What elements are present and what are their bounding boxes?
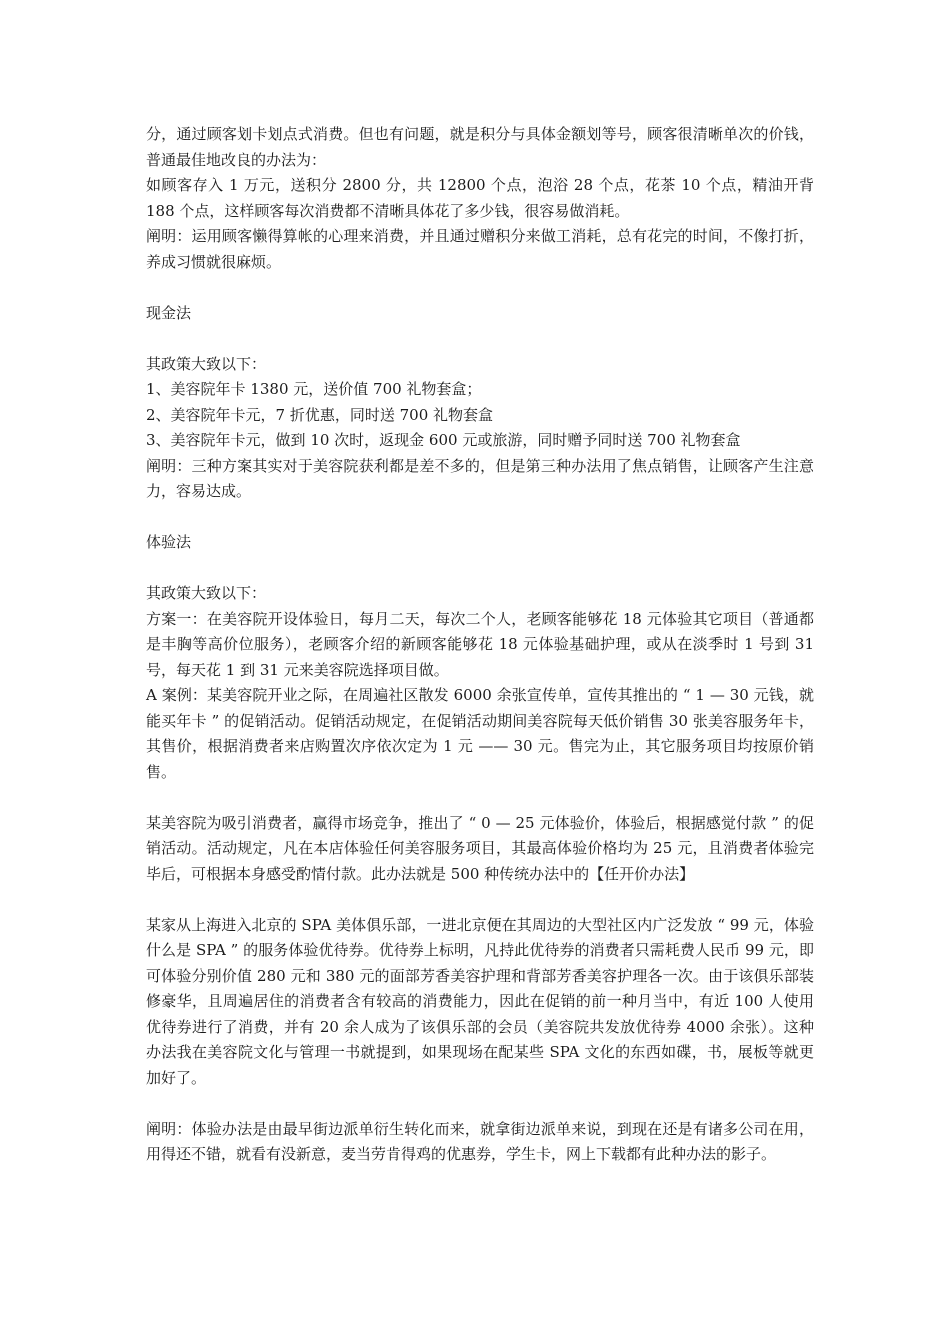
document-body: [146, 122, 814, 1168]
paragraph: 某美容院为吸引消费者，赢得市场竞争，推出了 “ 0 — 25 元体验价，体验后，根据感觉付款 ” 的促销活动。活动规定，凡在本店体验任何美容服务项目，其最高体验价格均为 25 元，且消费者体验完毕后，可根据本身感受酌情付款。此办法就是 500 种传统办法中的【任开价办法】: [146, 813, 814, 883]
paragraph: 其政策大致以下：: [146, 584, 267, 602]
list-item: 1、美容院年卡 1380 元，送价值 700 礼物套盒；: [146, 380, 482, 398]
blank-line: [146, 326, 814, 352]
blank-line: [146, 887, 814, 913]
blank-line: [146, 275, 814, 301]
paragraph: 阐明：体验办法是由最早街边派单衍生转化而来，就拿街边派单来说，到现在还是有诸多公司在用，用得还不错，就看有没新意，麦当劳肯得鸡的优惠券，学生卡，网上下载都有此种办法的影子。: [146, 1119, 814, 1163]
section-heading-experience: 体验法: [146, 533, 192, 551]
blank-line: [146, 785, 814, 811]
paragraph: 分，通过顾客划卡划点式消费。但也有问题，就是积分与具体金额划等号，顾客很清晰单次的价钱，普通最佳地改良的办法为：: [146, 125, 814, 169]
paragraph: 如顾客存入 1 万元，送积分 2800 分，共 12800 个点，泡浴 28 个点，花茶 10 个点，精油开背 188 个点，这样顾客每次消费都不清晰具体花了多少钱，很容易做消耗。: [146, 176, 814, 220]
blank-line: [146, 505, 814, 531]
list-item: 2、美容院年卡元，7 折优惠，同时送 700 礼物套盒: [146, 405, 494, 424]
blank-line: [146, 556, 814, 582]
paragraph: 阐明：三种方案其实对于美容院获利都是差不多的，但是第三种办法用了焦点销售，让顾客产生注意力，容易达成。: [146, 456, 814, 500]
paragraph: 某家从上海进入北京的 SPA 美体俱乐部，一进北京便在其周边的大型社区内广泛发放 “ 99 元，体验什么是 SPA ” 的服务体验优待券。优待券上标明，凡持此优待券的消费者只需耗费人民币 99 元，即可体验分别价值 280 元和 380 元的面部芳香美容护理和背部芳香美容护理各一次。由于该俱乐部装修豪华，且周遍居住的消费者含有较高的消费能力，因此在促销的前一种月当中，有近 100 人使用优待券进行了消费，并有 20 余人成为了该俱乐部的会员（美容院共发放优待券 4000 余张）。这种办法我在美容院文化与管理一书就提到，如果现场在配某些 SPA 文化的东西如碟，书，展板等就更加好了。: [146, 915, 814, 1087]
blank-line: [146, 1091, 814, 1117]
section-heading-cash: 现金法: [146, 303, 192, 322]
list-item: 3、美容院年卡元，做到 10 次时，返现金 600 元或旅游，同时赠予同时送 700 礼物套盒: [146, 431, 741, 449]
paragraph: 其政策大致以下：: [146, 354, 267, 373]
paragraph: 阐明：运用顾客懒得算帐的心理来消费，并且通过赠积分来做工消耗，总有花完的时间，不像打折，养成习惯就很麻烦。: [146, 227, 814, 271]
paragraph: A 案例：某美容院开业之际，在周遍社区散发 6000 余张宣传单，宣传其推出的 “ 1 — 30 元钱，就能买年卡 ” 的促销活动。促销活动规定，在促销活动期间美容院每天低价销售 30 张美容服务年卡，其售价，根据消费者来店购置次序依次定为 1 元 —— 30 元。售完为止，其它服务项目均按原价销售。: [146, 686, 814, 781]
paragraph: 方案一：在美容院开设体验日，每月二天，每次二个人，老顾客能够花 18 元体验其它项目（普通都是丰胸等高价位服务），老顾客介绍的新顾客能够花 18 元体验基础护理，或从在淡季时 1 号到 31 号，每天花 1 到 31 元来美容院选择项目做。: [146, 609, 814, 679]
